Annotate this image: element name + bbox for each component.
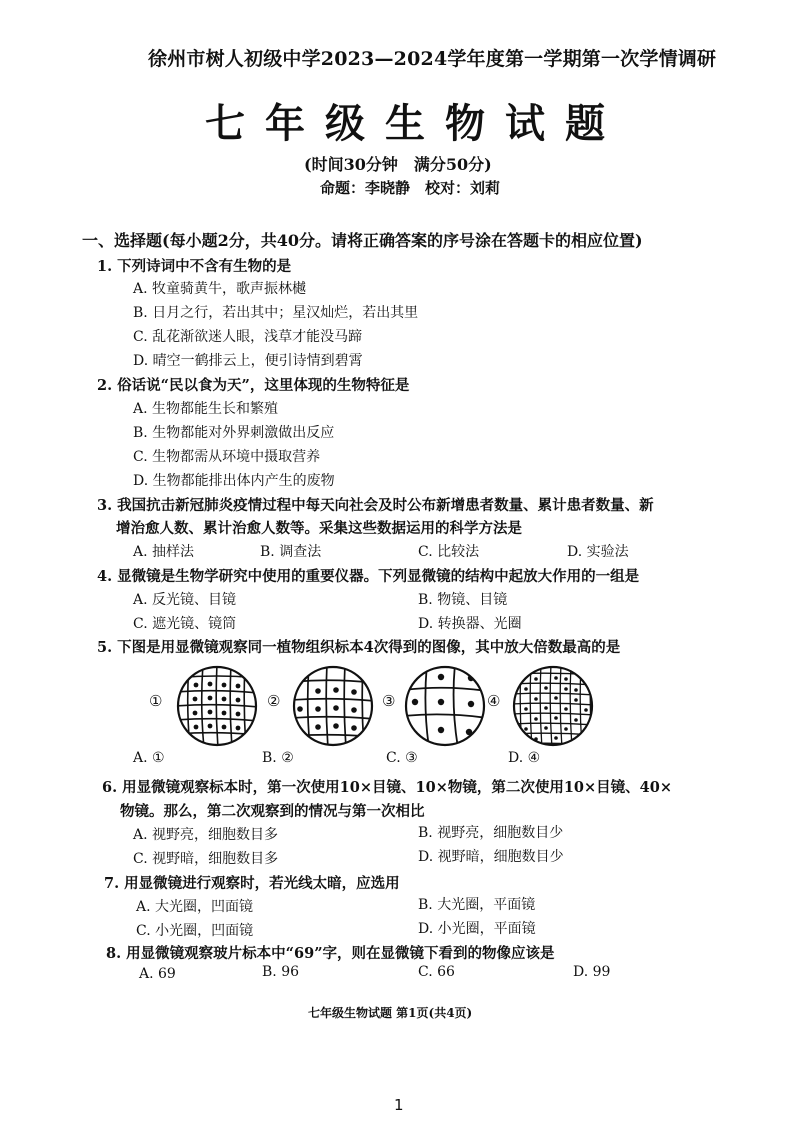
question-7-stem: 7. 用显微镜进行观察时，若光线太暗，应选用 bbox=[104, 875, 400, 892]
question-6-option-d: D. 视野暗，细胞数目少 bbox=[418, 849, 564, 865]
question-4-stem: 4. 显微镜是生物学研究中使用的重要仪器。下列显微镜的结构中起放大作用的一组是 bbox=[97, 568, 640, 585]
question-6-stem: 6. 用显微镜观察标本时，第一次使用10×目镜、10×物镜，第二次使用10×目镜、40× bbox=[102, 779, 672, 796]
microscope-view-4 bbox=[511, 664, 595, 748]
question-5-option-d: D. ④ bbox=[508, 750, 541, 766]
question-5-option-b: B. ② bbox=[262, 750, 294, 766]
question-7-option-c: C. 小光圈，凹面镜 bbox=[136, 923, 254, 939]
school-header: 徐州市树人初级中学2023—2024学年度第一学期第一次学情调研 bbox=[148, 48, 717, 70]
question-7-option-b: B. 大光圈，平面镜 bbox=[418, 897, 536, 913]
question-8-stem: 8. 用显微镜观察玻片标本中“69”字，则在显微镜下看到的物像应该是 bbox=[106, 945, 555, 962]
question-8-option-a: A. 69 bbox=[139, 966, 176, 982]
figure-label-2: ② bbox=[267, 692, 281, 710]
figure-label-4: ④ bbox=[487, 692, 501, 710]
question-6-option-c: C. 视野暗，细胞数目多 bbox=[133, 851, 279, 867]
question-1-option-a: A. 牧童骑黄牛，歌声振林樾 bbox=[133, 281, 307, 297]
question-8-option-c: C. 66 bbox=[418, 964, 455, 980]
authors: 命题：李晓静 校对：刘莉 bbox=[320, 179, 501, 197]
question-1-option-c: C. 乱花渐欲迷人眼，浅草才能没马蹄 bbox=[133, 329, 363, 345]
question-4-option-a: A. 反光镜、目镜 bbox=[133, 592, 237, 608]
microscope-view-3 bbox=[403, 664, 487, 748]
page-number: 1 bbox=[394, 1096, 404, 1114]
question-8-option-b: B. 96 bbox=[262, 964, 300, 980]
question-7-option-d: D. 小光圈，平面镜 bbox=[418, 921, 536, 937]
question-3-option-a: A. 抽样法 bbox=[133, 544, 195, 560]
question-6-stem-cont: 物镜。那么，第二次观察到的情况与第一次相比 bbox=[120, 803, 425, 820]
page-footer: 七年级生物试题 第1页(共4页) bbox=[308, 1006, 473, 1020]
question-2-option-a: A. 生物都能生长和繁殖 bbox=[133, 401, 279, 417]
question-7-option-a: A. 大光圈，凹面镜 bbox=[136, 899, 254, 915]
question-5-stem: 5. 下图是用显微镜观察同一植物组织标本4次得到的图像，其中放大倍数最高的是 bbox=[97, 639, 621, 656]
question-3-option-c: C. 比较法 bbox=[418, 544, 480, 560]
question-1-option-b: B. 日月之行，若出其中；星汉灿烂，若出其里 bbox=[133, 305, 419, 321]
question-6-option-a: A. 视野亮，细胞数目多 bbox=[133, 827, 279, 843]
question-6-option-b: B. 视野亮，细胞数目少 bbox=[418, 825, 564, 841]
question-4-option-b: B. 物镜、目镜 bbox=[418, 592, 508, 608]
time-score: (时间30分钟 满分50分) bbox=[304, 155, 492, 174]
section-heading: 一、选择题(每小题2分，共40分。请将正确答案的序号涂在答题卡的相应位置) bbox=[82, 231, 643, 250]
figure-label-3: ③ bbox=[382, 692, 396, 710]
question-3-option-b: B. 调查法 bbox=[260, 544, 322, 560]
question-2-option-c: C. 生物都需从环境中摄取营养 bbox=[133, 449, 321, 465]
question-3-stem-cont: 增治愈人数、累计治愈人数等。采集这些数据运用的科学方法是 bbox=[116, 520, 522, 537]
question-1-option-d: D. 晴空一鹤排云上，便引诗情到碧霄 bbox=[133, 353, 363, 369]
question-2-stem: 2. 俗话说“民以食为天”，这里体现的生物特征是 bbox=[97, 377, 410, 394]
question-4-option-d: D. 转换器、光圈 bbox=[418, 616, 522, 632]
microscope-view-1 bbox=[175, 664, 259, 748]
question-3-stem: 3. 我国抗击新冠肺炎疫情过程中每天向社会及时公布新增患者数量、累计患者数量、新 bbox=[97, 497, 654, 514]
microscope-figures bbox=[145, 660, 575, 752]
microscope-view-2 bbox=[291, 664, 375, 748]
question-5-option-a: A. ① bbox=[133, 750, 165, 766]
question-2-option-d: D. 生物都能排出体内产生的废物 bbox=[133, 473, 335, 489]
exam-title: 七年级生物试题 bbox=[205, 100, 625, 147]
question-1-stem: 1. 下列诗词中不含有生物的是 bbox=[97, 258, 292, 275]
question-8-option-d: D. 99 bbox=[573, 964, 611, 980]
question-4-option-c: C. 遮光镜、镜筒 bbox=[133, 616, 237, 632]
question-2-option-b: B. 生物都能对外界刺激做出反应 bbox=[133, 425, 335, 441]
question-5-option-c: C. ③ bbox=[386, 750, 418, 766]
figure-label-1: ① bbox=[149, 692, 163, 710]
question-3-option-d: D. 实验法 bbox=[567, 544, 629, 560]
